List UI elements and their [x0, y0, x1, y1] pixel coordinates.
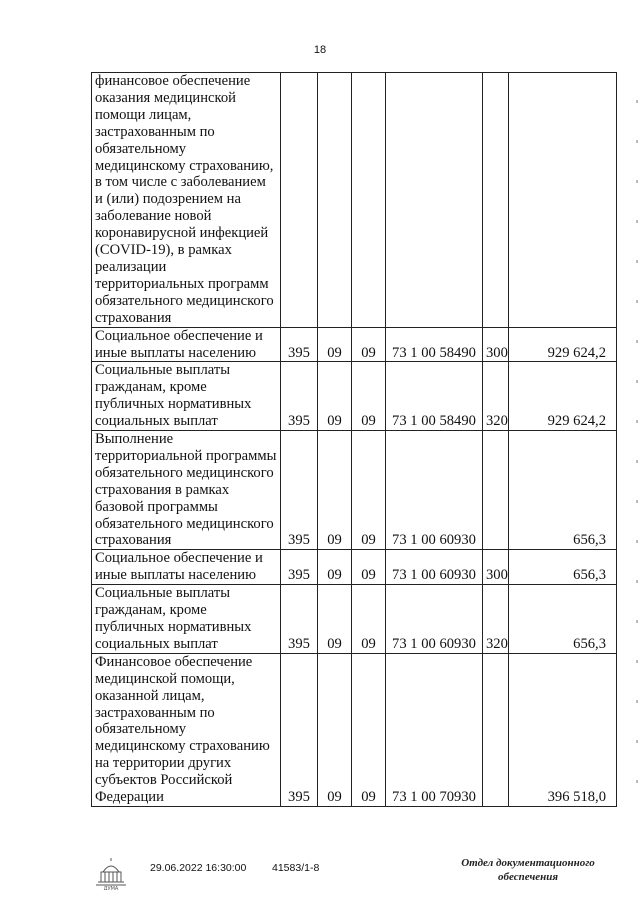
- table-row: [92, 550, 617, 585]
- table-row: [92, 362, 617, 431]
- section-code: 09: [318, 550, 352, 585]
- target-article-code: 73 1 00 58490: [386, 327, 483, 362]
- page-number: 18: [313, 44, 327, 56]
- section-code: 09: [318, 585, 352, 654]
- expense-type-code: 300: [483, 327, 509, 362]
- target-article-code: 73 1 00 60930: [386, 431, 483, 550]
- section-code: [318, 73, 352, 328]
- footer-department-line1: Отдел документационного: [461, 857, 595, 869]
- svg-text:ДУМА: ДУМА: [103, 886, 119, 890]
- budget-table: [91, 72, 617, 807]
- amount: [509, 73, 617, 328]
- subsection-code: [352, 73, 386, 328]
- amount: 929 624,2: [509, 327, 617, 362]
- amount: 656,3: [509, 550, 617, 585]
- ministry-code: 395: [281, 550, 318, 585]
- duma-emblem-icon: [93, 858, 129, 890]
- subsection-code: 09: [352, 327, 386, 362]
- ministry-code: 395: [281, 585, 318, 654]
- table-row: [92, 327, 617, 362]
- footer-datetime: 29.06.2022 16:30:00: [150, 862, 247, 874]
- table-row: [92, 431, 617, 550]
- ministry-code: [281, 73, 318, 328]
- amount: 656,3: [509, 585, 617, 654]
- scan-edge-marks: [636, 100, 638, 800]
- table-row: [92, 585, 617, 654]
- target-article-code: 73 1 00 60930: [386, 585, 483, 654]
- expense-type-code: 300: [483, 550, 509, 585]
- row-description: финансовое обеспечение оказания медицинской помощи лицам, застрахованным по обязательному медицинскому страхованию, в том числе с заболеванием и (или) подозрением на заболевание новой коронавирусной инфекцией (COVID-19), в рамках реализации территориальных программ обязательного медицинского страхования: [92, 73, 281, 328]
- subsection-code: 09: [352, 653, 386, 806]
- expense-type-code: 320: [483, 585, 509, 654]
- amount: 929 624,2: [509, 362, 617, 431]
- row-description: Социальные выплаты гражданам, кроме публичных нормативных социальных выплат: [92, 585, 281, 654]
- footer-department-line2: обеспечения: [497, 871, 558, 883]
- ministry-code: 395: [281, 327, 318, 362]
- row-description: Финансовое обеспечение медицинской помощи, оказанной лицам, застрахованным по обязательному медицинскому страхованию на территории других субъектов Российской Федерации: [92, 653, 281, 806]
- target-article-code: 73 1 00 58490: [386, 362, 483, 431]
- row-description: Социальные выплаты гражданам, кроме публичных нормативных социальных выплат: [92, 362, 281, 431]
- expense-type-code: 320: [483, 362, 509, 431]
- section-code: 09: [318, 653, 352, 806]
- subsection-code: 09: [352, 362, 386, 431]
- section-code: 09: [318, 327, 352, 362]
- target-article-code: 73 1 00 70930: [386, 653, 483, 806]
- row-description: Социальное обеспечение и иные выплаты населению: [92, 327, 281, 362]
- expense-type-code: [483, 653, 509, 806]
- footer-department: [438, 856, 618, 884]
- target-article-code: [386, 73, 483, 328]
- subsection-code: 09: [352, 585, 386, 654]
- expense-type-code: [483, 73, 509, 328]
- table-row: [92, 73, 617, 328]
- section-code: 09: [318, 362, 352, 431]
- ministry-code: 395: [281, 431, 318, 550]
- subsection-code: 09: [352, 550, 386, 585]
- amount: 656,3: [509, 431, 617, 550]
- expense-type-code: [483, 431, 509, 550]
- section-code: 09: [318, 431, 352, 550]
- row-description: Выполнение территориальной программы обязательного медицинского страхования в рамках базовой программы обязательного медицинского страхования: [92, 431, 281, 550]
- amount: 396 518,0: [509, 653, 617, 806]
- table-row: [92, 653, 617, 806]
- ministry-code: 395: [281, 653, 318, 806]
- target-article-code: 73 1 00 60930: [386, 550, 483, 585]
- footer-doc-number: 41583/1-8: [272, 862, 320, 874]
- ministry-code: 395: [281, 362, 318, 431]
- subsection-code: 09: [352, 431, 386, 550]
- row-description: Социальное обеспечение и иные выплаты населению: [92, 550, 281, 585]
